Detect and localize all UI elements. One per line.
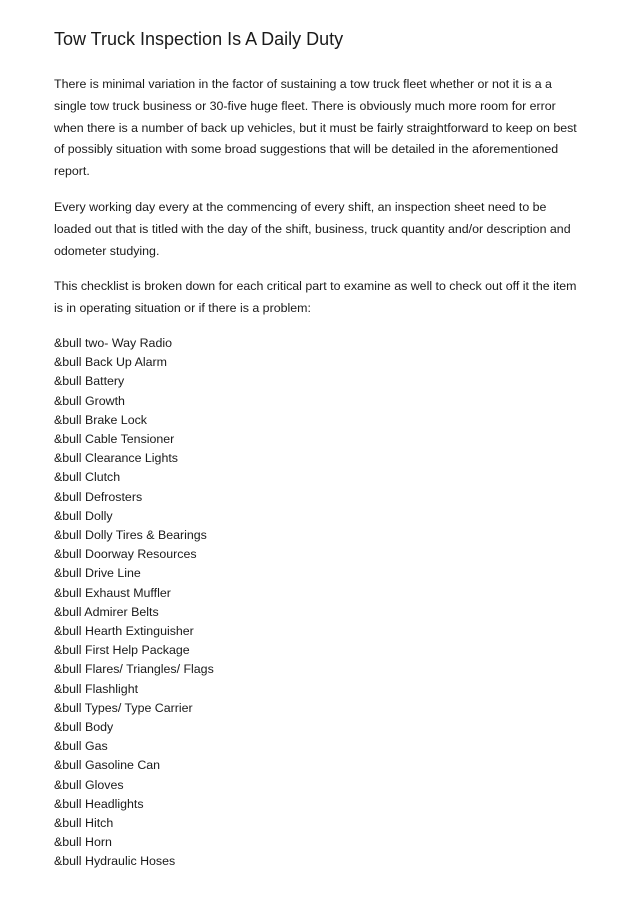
daily-inspection-paragraph: Every working day every at the commencing of every shift, an inspection sheet need to be loaded out that is titled with the day of the shift, business, truck quantity and/or description and odometer studying. (54, 199, 571, 258)
list-item: &bull Cable Tensioner (54, 431, 175, 446)
page-title: Tow Truck Inspection Is A Daily Duty (54, 29, 344, 49)
list-item: &bull Horn (54, 835, 112, 850)
list-item: &bull Gas (54, 739, 108, 754)
list-item: &bull two- Way Radio (54, 335, 172, 350)
list-item: &bull Dolly (54, 508, 113, 523)
list-item: &bull Hearth Extinguisher (54, 624, 194, 639)
list-item: &bull Body (54, 720, 114, 735)
list-item: &bull Headlights (54, 796, 144, 811)
list-item: &bull Flashlight (54, 681, 139, 696)
list-item: &bull Dolly Tires & Bearings (54, 528, 207, 542)
list-item: &bull Battery (54, 374, 125, 389)
list-item: &bull Brake Lock (54, 412, 147, 427)
list-item: &bull Drive Line (54, 566, 141, 581)
list-item: &bull Growth (54, 393, 125, 408)
list-item: &bull Types/ Type Carrier (54, 700, 193, 715)
list-item: &bull Defrosters (54, 489, 143, 504)
list-item: &bull Doorway Resources (54, 547, 197, 562)
list-item: &bull First Help Package (54, 643, 190, 658)
intro-paragraph: There is minimal variation in the factor of sustaining a tow truck fleet whether or not it is a a single tow truck business or 30-five huge fleet. There is obviously much more room for error when there is a number of back up vehicles, but it must be fairly straightforward to keep on best of possibly situation with some broad suggestions that will be detailed in the aforementioned report. (54, 77, 577, 179)
list-item: &bull Admirer Belts (54, 604, 159, 619)
list-item: &bull Hitch (54, 816, 114, 831)
list-item: &bull Back Up Alarm (54, 355, 167, 370)
list-item: &bull Gasoline Can (54, 758, 161, 773)
list-item: &bull Hydraulic Hoses (54, 854, 176, 869)
list-item: &bull Clutch (54, 470, 121, 485)
list-item: &bull Gloves (54, 777, 124, 792)
inspection-checklist (54, 334, 586, 872)
checklist-intro-paragraph: This checklist is broken down for each critical part to examine as well to check out off it the item is in operating situation or if there is a problem: (54, 279, 577, 316)
list-item: &bull Exhaust Muffler (54, 585, 171, 600)
list-item: &bull Clearance Lights (54, 451, 178, 466)
list-item: &bull Flares/ Triangles/ Flags (54, 662, 214, 677)
